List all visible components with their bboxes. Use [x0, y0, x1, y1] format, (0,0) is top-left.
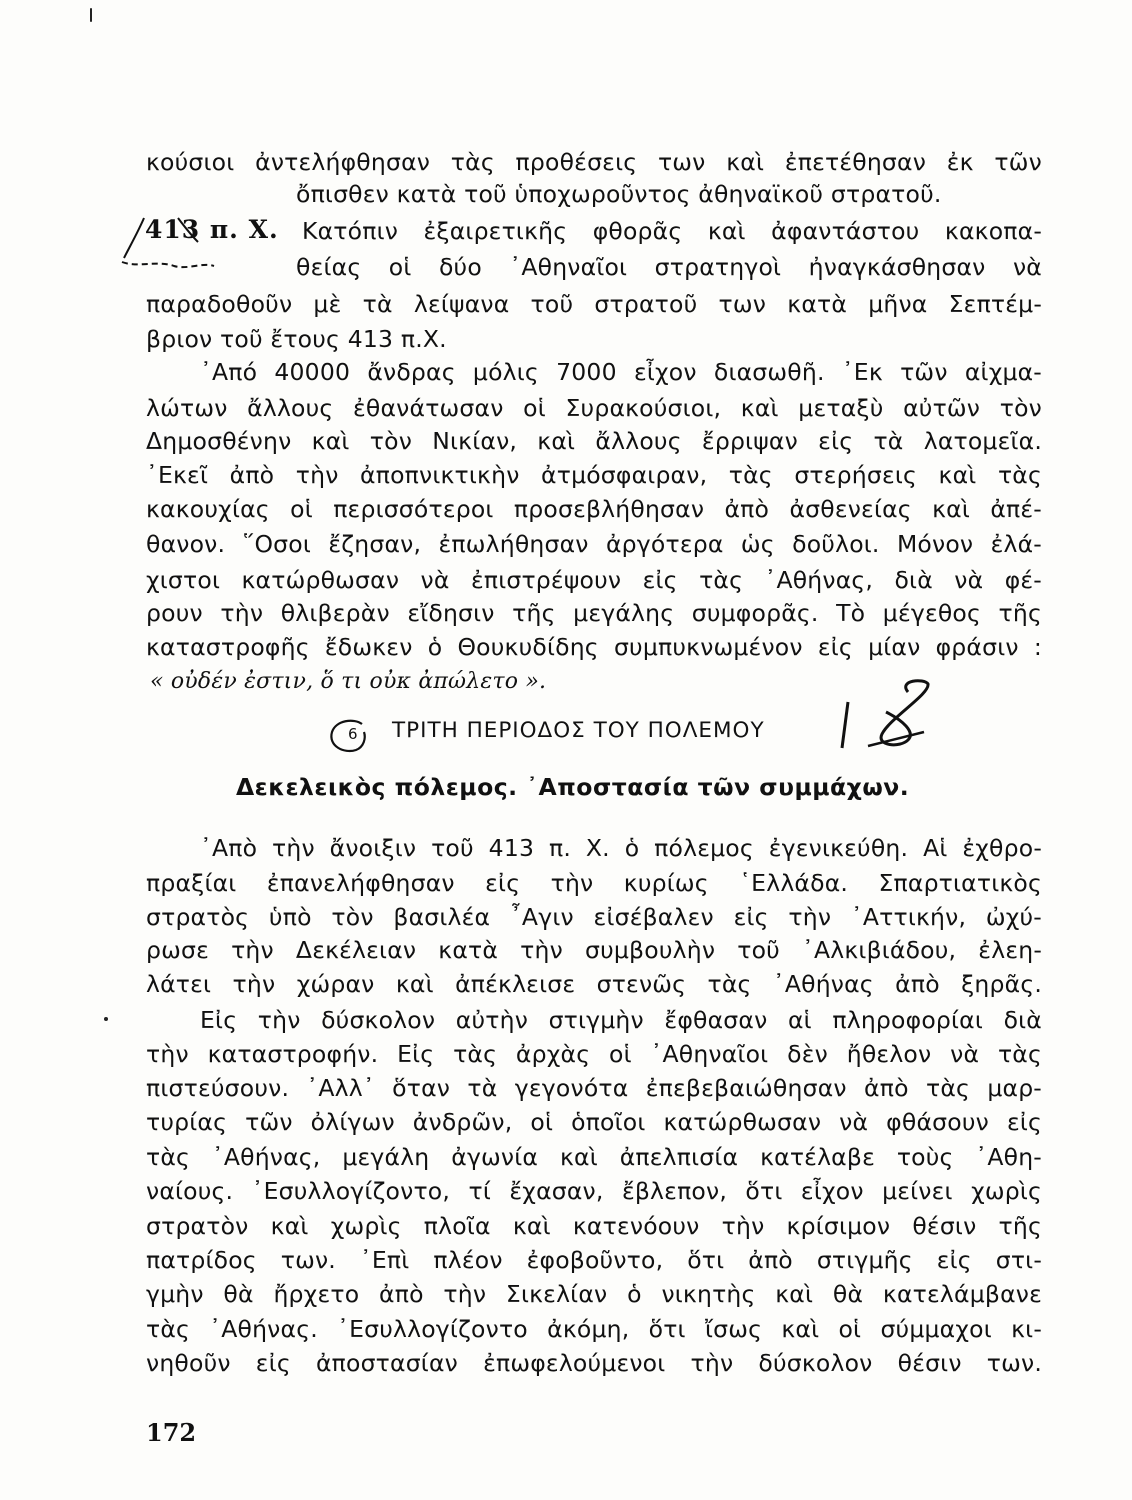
handwritten-number-18 — [838, 672, 948, 762]
text-line: τὰς ᾿Αθήνας, μεγάλη ἀγωνία καὶ ἀπελπισία κατέλαβε τοὺς ᾿Αθη- — [146, 1143, 1042, 1171]
text-line: πατρίδος των. ᾿Επὶ πλέον ἐφοβοῦντο, ὅτι ἀπὸ στιγμῆς εἰς στι- — [146, 1246, 1042, 1274]
thucydides-quote: « οὐδέν ἐστιν, ὅ τι οὐκ ἀπώλετο ». — [150, 669, 547, 694]
text-line: ναίους. ᾿Εσυλλογίζοντο, τί ἔχασαν, ἔβλεπον, ὅτι εἶχον μείνει χωρὶς — [146, 1177, 1042, 1205]
page-number: 172 — [146, 1418, 197, 1447]
text-line: ᾿Από 40000 ἄνδρας μόλις 7000 εἶχον διασωθῆ. ᾿Εκ τῶν αἰχμα- — [200, 358, 1042, 386]
text-line: βριον τοῦ ἔτους 413 π.Χ. — [146, 325, 447, 353]
text-line: Δημοσθένην καὶ τὸν Νικίαν, καὶ ἄλλους ἔρριψαν εἰς τὰ λατομεῖα. — [146, 427, 1042, 455]
subsection-heading: Δεκελεικὸς πόλεμος. ᾿Αποστασία τῶν συμμάχων. — [236, 773, 910, 801]
text-line: θανον. ῞Οσοι ἔζησαν, ἐπωλήθησαν ἀργότερα ὡς δοῦλοι. Μόνον ἐλά- — [146, 530, 1042, 558]
text-line: τὴν καταστροφήν. Εἰς τὰς ἀρχὰς οἱ ᾿Αθηναῖοι δὲν ἤθελον νὰ τὰς — [146, 1040, 1042, 1068]
section-title: ΤΡΙΤΗ ΠΕΡΙΟΔΟΣ ΤΟΥ ΠΟΛΕΜΟΥ — [392, 718, 765, 743]
text-line: παραδοθοῦν μὲ τὰ λείψανα τοῦ στρατοῦ των κατὰ μῆνα Σεπτέμ- — [146, 290, 1042, 318]
text-line: τυρίας τῶν ὀλίγων ἀνδρῶν, οἱ ὁποῖοι κατώρθωσαν νὰ φθάσουν εἰς — [146, 1108, 1042, 1136]
text-line: στρατὸς ὑπὸ τὸν βασιλέα ῏Αγιν εἰσέβαλεν εἰς τὴν ᾿Αττικήν, ὠχύ- — [146, 903, 1042, 931]
text-line: πραξίαι ἐπανελήφθησαν εἰς τὴν κυρίως ῾Ελλάδα. Σπαρτιατικὸς — [146, 869, 1042, 897]
text-line: ρουν τὴν θλιβερὰν εἴδησιν τῆς μεγάλης συμφορᾶς. Τὸ μέγεθος τῆς — [146, 599, 1042, 627]
text-line: τὰς ᾿Αθήνας. ᾿Εσυλλογίζοντο ἀκόμη, ὅτι ἴσως καὶ οἱ σύμμαχοι κι- — [146, 1315, 1042, 1343]
scan-speck — [104, 1017, 108, 1021]
text-line: ὄπισθεν κατὰ τοῦ ὑποχωροῦντος ἀθηναϊκοῦ στρατοῦ. — [296, 180, 942, 208]
text-line: πιστεύσουν. ᾿Αλλ᾿ ὅταν τὰ γεγονότα ἐπεβεβαιώθησαν ἀπὸ τὰς μαρ- — [146, 1074, 1042, 1102]
text-line: στρατὸν καὶ χωρὶς πλοῖα καὶ κατενόουν τὴν κρίσιμον θέσιν τῆς — [146, 1212, 1042, 1240]
text-line: γμὴν θὰ ἤρχετο ἀπὸ τὴν Σικελίαν ὁ νικητὴς καὶ θὰ κατελάμβανε — [146, 1280, 1042, 1308]
section-number: 6 — [348, 725, 358, 743]
text-line: θείας οἱ δύο ᾿Αθηναῖοι στρατηγοὶ ἠναγκάσθησαν νὰ — [296, 253, 1042, 281]
text-line: λώτων ἄλλους ἐθανάτωσαν οἱ Συρακούσιοι, καὶ μεταξὺ αὐτῶν τὸν — [146, 394, 1042, 422]
margin-date-note: 413 π. Χ. — [145, 215, 279, 244]
text-line: χιστοι κατώρθωσαν νὰ ἐπιστρέψουν εἰς τὰς ᾿Αθήνας, διὰ νὰ φέ- — [146, 566, 1042, 594]
text-line: κούσιοι ἀντελήφθησαν τὰς προθέσεις των καὶ ἐπετέθησαν ἐκ τῶν — [146, 148, 1042, 176]
scan-speck — [90, 8, 92, 22]
text-line: ᾿Εκεῖ ἀπὸ τὴν ἀποπνικτικὴν ἀτμόσφαιραν, τὰς στερήσεις καὶ τὰς — [146, 461, 1042, 489]
text-line: ᾿Απὸ τὴν ἄνοιξιν τοῦ 413 π. Χ. ὁ πόλεμος ἐγενικεύθη. Αἱ ἐχθρο- — [200, 834, 1042, 862]
text-line: κακουχίας οἱ περισσότεροι προσεβλήθησαν ἀπὸ ἀσθενείας καὶ ἀπέ- — [146, 495, 1042, 523]
text-line: καταστροφῆς ἔδωκεν ὁ Θουκυδίδης συμπυκνωμένον εἰς μίαν φράσιν : — [146, 633, 1042, 661]
text-line: λάτει τὴν χώραν καὶ ἀπέκλεισε στενῶς τὰς ᾿Αθήνας ἀπὸ ξηρᾶς. — [146, 970, 1042, 998]
text-line: Εἰς τὴν δύσκολον αὐτὴν στιγμὴν ἔφθασαν αἱ πληροφορίαι διὰ — [200, 1006, 1042, 1034]
text-line: ρωσε τὴν Δεκέλειαν κατὰ τὴν συμβουλὴν τοῦ ᾿Αλκιβιάδου, ἐλεη- — [146, 936, 1042, 964]
pencil-bracket-mark — [118, 212, 228, 272]
text-line: Κατόπιν ἐξαιρετικῆς φθορᾶς καὶ ἀφαντάστου κακοπα- — [302, 217, 1042, 245]
text-line: νηθοῦν εἰς ἀποστασίαν ἐπωφελούμενοι τὴν δύσκολον θέσιν των. — [146, 1349, 1042, 1377]
